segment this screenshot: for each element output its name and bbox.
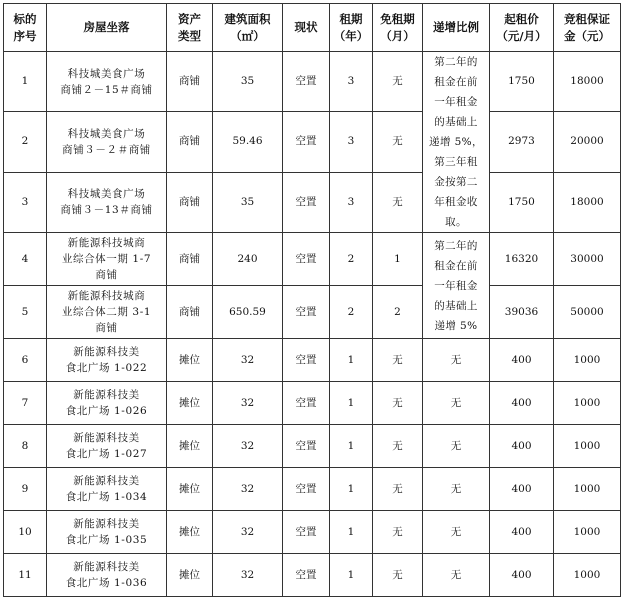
cell-asset-type: 摊位 — [167, 511, 213, 554]
table-row — [4, 339, 621, 382]
cell-address: 科技城美食广场 商铺２－15＃商铺 — [47, 52, 167, 112]
cell-address: 科技城美食广场 商铺３－２＃商铺 — [47, 112, 167, 172]
header-starting-rent: 起租价 （元/月） — [490, 4, 554, 52]
cell-deposit: 1000 — [554, 511, 621, 554]
table-row — [4, 52, 621, 112]
cell-rent-free: 无 — [373, 172, 423, 232]
cell-rent-free: 无 — [373, 382, 423, 425]
cell-increase: 无 — [423, 382, 490, 425]
cell-rent-free: 无 — [373, 339, 423, 382]
table-row — [4, 554, 621, 597]
cell-starting-rent: 400 — [490, 554, 554, 597]
cell-rent-free: 无 — [373, 511, 423, 554]
cell-increase: 无 — [423, 425, 490, 468]
cell-starting-rent: 16320 — [490, 233, 554, 286]
cell-lease-term: 1 — [330, 554, 373, 597]
cell-lease-term: 2 — [330, 286, 373, 339]
cell-area: 650.59 — [213, 286, 283, 339]
cell-asset-type: 商铺 — [167, 172, 213, 232]
cell-asset-type: 商铺 — [167, 286, 213, 339]
cell-lot-number: 3 — [4, 172, 47, 232]
table-row — [4, 233, 621, 286]
cell-rent-free: 1 — [373, 233, 423, 286]
cell-status: 空置 — [283, 233, 330, 286]
cell-rent-free: 无 — [373, 112, 423, 172]
cell-lease-term: 3 — [330, 52, 373, 112]
cell-status: 空置 — [283, 172, 330, 232]
cell-lease-term: 1 — [330, 425, 373, 468]
cell-lease-term: 3 — [330, 112, 373, 172]
cell-deposit: 30000 — [554, 233, 621, 286]
cell-status: 空置 — [283, 52, 330, 112]
table-row — [4, 511, 621, 554]
cell-address: 新能源科技美 食北广场 1-035 — [47, 511, 167, 554]
header-rent-free-period: 免租期 （月） — [373, 4, 423, 52]
cell-lot-number: 4 — [4, 233, 47, 286]
cell-area: 240 — [213, 233, 283, 286]
cell-asset-type: 摊位 — [167, 339, 213, 382]
cell-lot-number: 6 — [4, 339, 47, 382]
cell-starting-rent: 400 — [490, 468, 554, 511]
cell-starting-rent: 1750 — [490, 172, 554, 232]
cell-lease-term: 1 — [330, 339, 373, 382]
cell-increase-rule-shops: 第二年的 租金在前 一年租金 的基础上 递增 5%， 第三年租 金按第二 年租金收 取。 — [423, 52, 490, 233]
cell-area: 32 — [213, 468, 283, 511]
cell-asset-type: 摊位 — [167, 554, 213, 597]
cell-increase: 无 — [423, 511, 490, 554]
cell-deposit: 18000 — [554, 172, 621, 232]
cell-area: 32 — [213, 425, 283, 468]
cell-status: 空置 — [283, 554, 330, 597]
cell-address: 科技城美食广场 商铺３－13＃商铺 — [47, 172, 167, 232]
cell-rent-free: 无 — [373, 52, 423, 112]
cell-area: 35 — [213, 52, 283, 112]
header-lot-number: 标的 序号 — [4, 4, 47, 52]
cell-asset-type: 摊位 — [167, 425, 213, 468]
cell-asset-type: 商铺 — [167, 112, 213, 172]
cell-starting-rent: 2973 — [490, 112, 554, 172]
cell-address: 新能源科技美 食北广场 1-022 — [47, 339, 167, 382]
cell-starting-rent: 400 — [490, 339, 554, 382]
cell-starting-rent: 39036 — [490, 286, 554, 339]
cell-address: 新能源科技美 食北广场 1-027 — [47, 425, 167, 468]
cell-lot-number: 10 — [4, 511, 47, 554]
cell-starting-rent: 1750 — [490, 52, 554, 112]
header-asset-type: 资产 类型 — [167, 4, 213, 52]
cell-address: 新能源科技美 食北广场 1-034 — [47, 468, 167, 511]
header-lease-term: 租期 （年） — [330, 4, 373, 52]
cell-lot-number: 7 — [4, 382, 47, 425]
header-property-location: 房屋坐落 — [47, 4, 167, 52]
cell-deposit: 1000 — [554, 382, 621, 425]
cell-area: 35 — [213, 172, 283, 232]
cell-increase: 无 — [423, 554, 490, 597]
cell-area: 59.46 — [213, 112, 283, 172]
cell-asset-type: 摊位 — [167, 468, 213, 511]
cell-increase: 无 — [423, 339, 490, 382]
cell-deposit: 18000 — [554, 52, 621, 112]
header-bid-deposit: 竞租保证 金（元） — [554, 4, 621, 52]
rental-listing-table — [3, 3, 621, 597]
cell-lot-number: 1 — [4, 52, 47, 112]
cell-lease-term: 3 — [330, 172, 373, 232]
table-row — [4, 468, 621, 511]
cell-lot-number: 2 — [4, 112, 47, 172]
cell-increase: 无 — [423, 468, 490, 511]
table-row — [4, 382, 621, 425]
cell-area: 32 — [213, 511, 283, 554]
cell-deposit: 20000 — [554, 112, 621, 172]
cell-status: 空置 — [283, 425, 330, 468]
cell-lot-number: 5 — [4, 286, 47, 339]
cell-address: 新能源科技城商 业综合体二期 3-1 商铺 — [47, 286, 167, 339]
cell-deposit: 50000 — [554, 286, 621, 339]
cell-status: 空置 — [283, 339, 330, 382]
cell-address: 新能源科技城商 业综合体一期 1-7 商铺 — [47, 233, 167, 286]
cell-lot-number: 8 — [4, 425, 47, 468]
header-floor-area: 建筑面积 （㎡） — [213, 4, 283, 52]
cell-status: 空置 — [283, 468, 330, 511]
header-increase-ratio: 递增比例 — [423, 4, 490, 52]
cell-asset-type: 摊位 — [167, 382, 213, 425]
cell-rent-free: 2 — [373, 286, 423, 339]
cell-lease-term: 1 — [330, 382, 373, 425]
cell-status: 空置 — [283, 511, 330, 554]
cell-rent-free: 无 — [373, 425, 423, 468]
cell-deposit: 1000 — [554, 468, 621, 511]
cell-area: 32 — [213, 554, 283, 597]
cell-lot-number: 11 — [4, 554, 47, 597]
cell-address: 新能源科技美 食北广场 1-036 — [47, 554, 167, 597]
cell-deposit: 1000 — [554, 425, 621, 468]
cell-lease-term: 1 — [330, 511, 373, 554]
cell-starting-rent: 400 — [490, 511, 554, 554]
cell-lot-number: 9 — [4, 468, 47, 511]
cell-starting-rent: 400 — [490, 382, 554, 425]
cell-area: 32 — [213, 339, 283, 382]
cell-rent-free: 无 — [373, 468, 423, 511]
cell-status: 空置 — [283, 286, 330, 339]
cell-lease-term: 1 — [330, 468, 373, 511]
cell-rent-free: 无 — [373, 554, 423, 597]
table-row — [4, 112, 621, 172]
cell-status: 空置 — [283, 112, 330, 172]
cell-area: 32 — [213, 382, 283, 425]
cell-asset-type: 商铺 — [167, 52, 213, 112]
cell-starting-rent: 400 — [490, 425, 554, 468]
cell-address: 新能源科技美 食北广场 1-026 — [47, 382, 167, 425]
table-row — [4, 286, 621, 339]
cell-deposit: 1000 — [554, 339, 621, 382]
cell-asset-type: 商铺 — [167, 233, 213, 286]
header-row — [4, 4, 621, 52]
cell-status: 空置 — [283, 382, 330, 425]
table-row — [4, 425, 621, 468]
cell-deposit: 1000 — [554, 554, 621, 597]
cell-increase-rule-complex: 第二年的 租金在前 一年租金 的基础上 递增 5% — [423, 233, 490, 339]
cell-lease-term: 2 — [330, 233, 373, 286]
header-status: 现状 — [283, 4, 330, 52]
table-row — [4, 172, 621, 232]
